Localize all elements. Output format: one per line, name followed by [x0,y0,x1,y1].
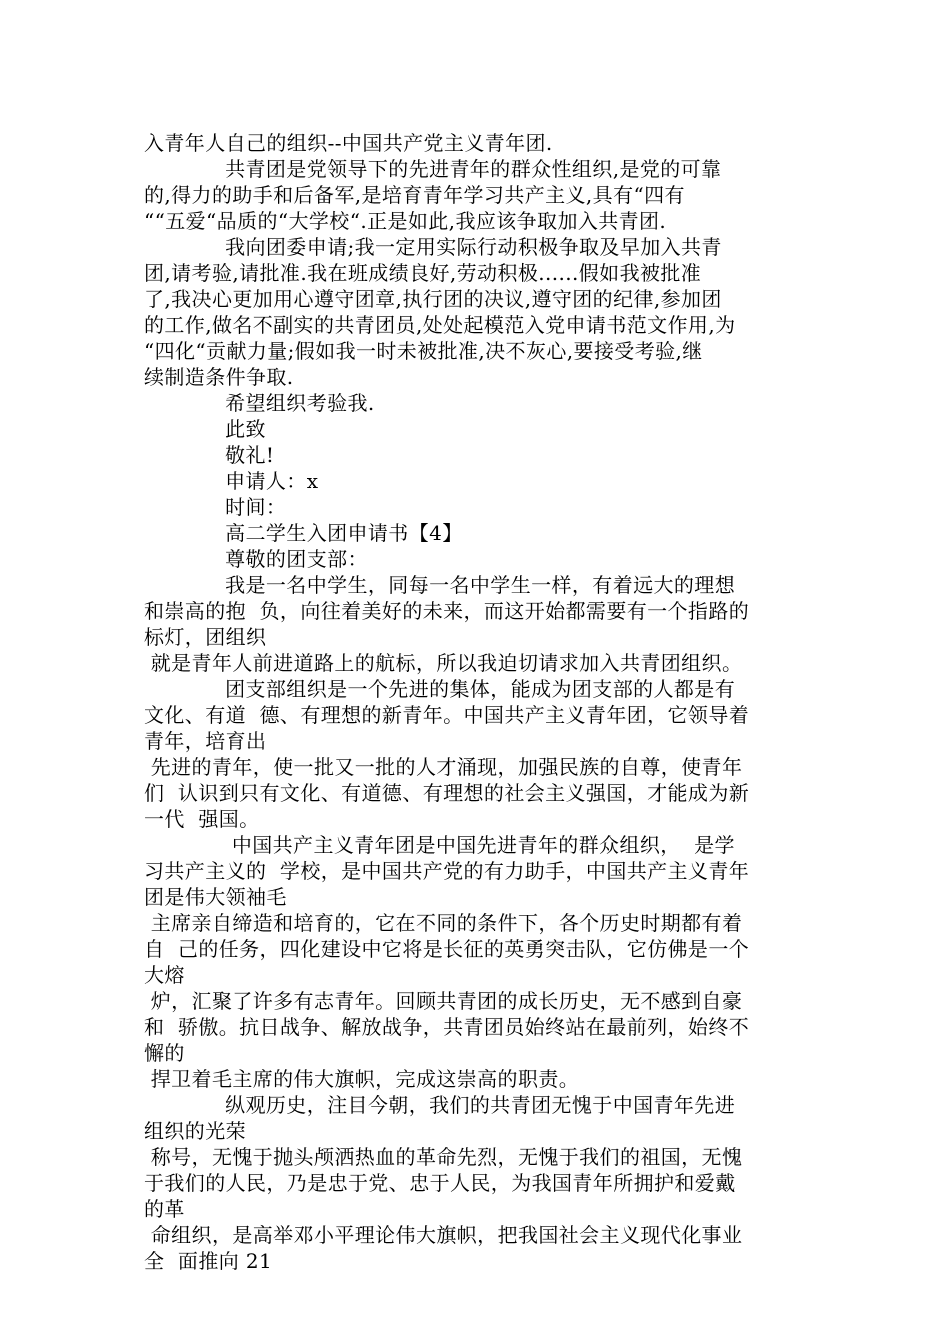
text-line: 捍卫着毛主席的伟大旗帜，完成这崇高的职责。 [144,1067,580,1091]
text-line: 了,我决心更加用心遵守团章,执行团的决议,遵守团的纪律,参加团 [144,287,722,311]
text-line: 共青团是党领导下的先进青年的群众性组织,是党的可靠 [144,157,722,181]
text-line: 入青年人自己的组织--中国共产党主义青年团. [144,131,553,155]
text-line: 主席亲自缔造和培育的，它在不同的条件下，各个历史时期都有着 [144,911,743,935]
text-line: 的工作,做名不副实的共青团员,处处起模范入党申请书范文作用,为 [144,313,736,337]
text-line: 续制造条件争取. [144,365,294,389]
text-line: 团支部组织是一个先进的集体，能成为团支部的人都是有 [144,677,736,701]
text-line: 青年，培育出 [144,729,267,753]
text-line: 尊敬的团支部： [144,547,368,571]
text-line: 们 认识到只有文化、有道德、有理想的社会主义强国，才能成为新 [144,781,750,805]
text-line: 文化、有道 德、有理想的新青年。中国共产主义青年团，它领导着 [144,703,750,727]
text-line: 称号，无愧于抛头颅洒热血的革命先烈，无愧于我们的祖国，无愧 [144,1145,743,1169]
text-line: “四化“贡献力量;假如我一时未被批准,决不灰心,要接受考验,继 [144,339,703,363]
text-line: 我是一名中学生，同每一名中学生一样，有着远大的理想 [144,573,736,597]
text-line: 高二学生入团申请书【4】 [144,521,463,545]
text-line: 我向团委申请;我一定用实际行动积极争取及早加入共青 [144,235,722,259]
text-line: 懈的 [144,1041,185,1065]
text-line: 组织的光荣 [144,1119,246,1143]
text-line: 炉，汇聚了许多有志青年。回顾共青团的成长历史，无不感到自豪 [144,989,743,1013]
text-line: 敬礼! [144,443,275,467]
text-line: 申请人：x [144,469,319,493]
text-line: 命组织，是高举邓小平理论伟大旗帜，把我国社会主义现代化事业 [144,1223,743,1247]
text-line: 就是青年人前进道路上的航标，所以我迫切请求加入共青团组织。 [144,651,743,675]
text-line: 的革 [144,1197,185,1221]
text-line: 全 面推向 21 [144,1249,273,1273]
text-line: 时间： [144,495,287,519]
text-line: 标灯，团组织 [144,625,267,649]
text-line: 于我们的人民，乃是忠于党、忠于人民，为我国青年所拥护和爱戴 [144,1171,736,1195]
text-line: 和 骄傲。抗日战争、解放战争，共青团员始终站在最前列，始终不 [144,1015,750,1039]
text-line: 中国共产主义青年团是中国先进青年的群众组织， 是学 [144,833,735,857]
text-line: 大熔 [144,963,185,987]
text-line: 团是伟大领袖毛 [144,885,287,909]
text-line: 一代 强国。 [144,807,260,831]
text-line: 团,请考验,请批准.我在班成绩良好,劳动积极......假如我被批准 [144,261,702,285]
text-line: 此致 [144,417,266,441]
text-line: 先进的青年，使一批又一批的人才涌现，加强民族的自尊，使青年 [144,755,743,779]
text-line: ““五爱“品质的“大学校“.正是如此,我应该争取加入共青团. [144,209,667,233]
text-line: 的,得力的助手和后备军,是培育青年学习共产主义,具有“四有 [144,183,685,207]
text-line: 希望组织考验我. [144,391,375,415]
text-line: 自 己的任务，四化建设中它将是长征的英勇突击队，它仿佛是一个 [144,937,750,961]
text-line: 和崇高的抱 负，向往着美好的未来，而这开始都需要有一个指路的 [144,599,750,623]
text-line: 纵观历史，注目今朝，我们的共青团无愧于中国青年先进 [144,1093,736,1117]
text-line: 习共产主义的 学校，是中国共产党的有力助手，中国共产主义青年 [144,859,750,883]
document-body [144,130,814,1274]
